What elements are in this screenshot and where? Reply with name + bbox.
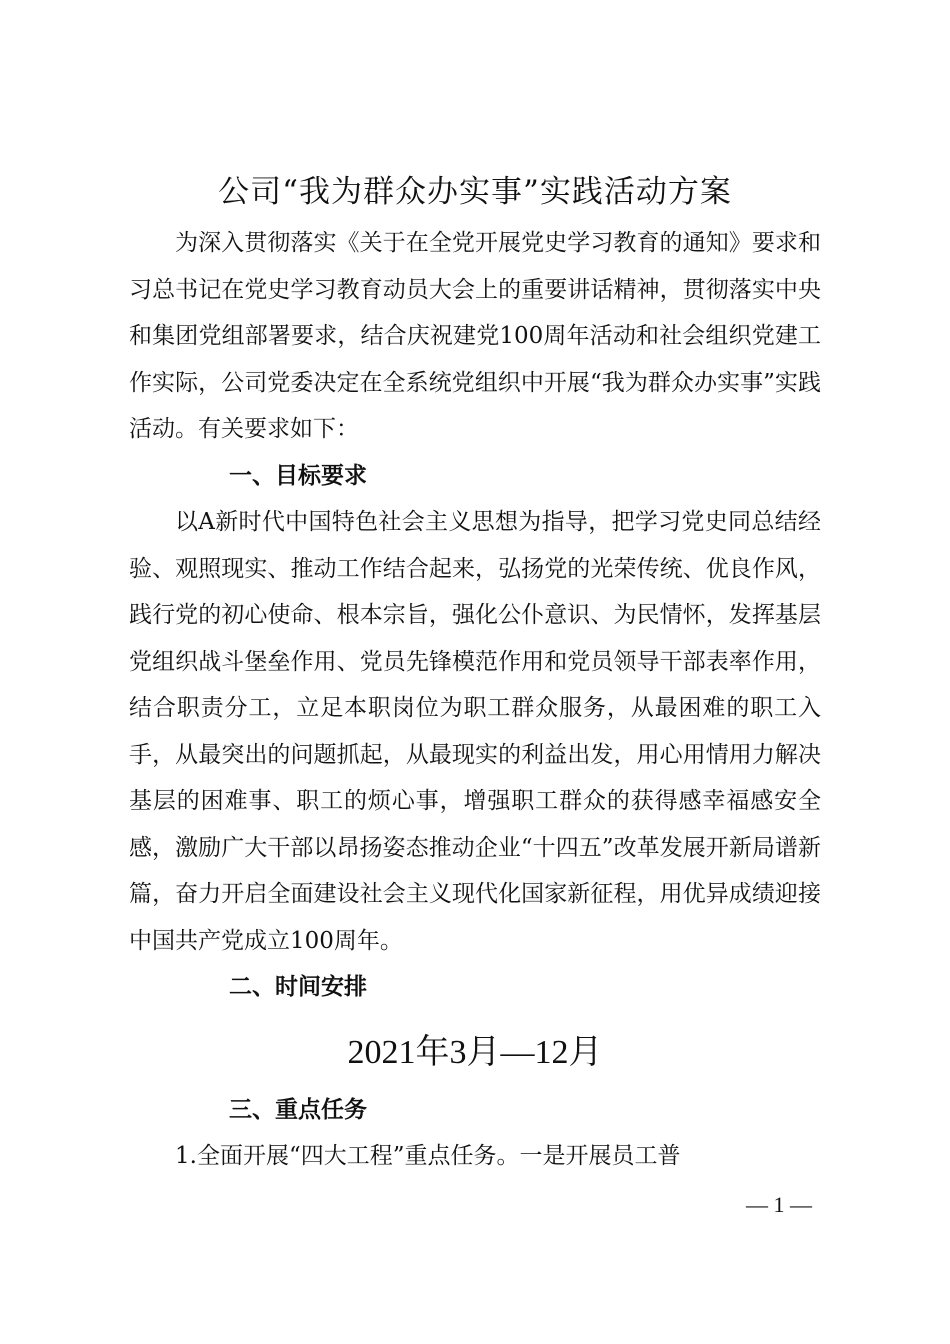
intro-paragraph: 为深入贯彻落实《关于在全党开展党史学习教育的通知》要求和习总书记在党史学习教育动员大会上的重要讲话精神，贯彻落实中央和集团党组部署要求，结合庆祝建党100周年活动和社会组织党建工作实际，公司党委决定在全系统党组织中开展“我为群众办实事”实践活动。有关要求如下： bbox=[129, 230, 821, 442]
section-heading-schedule: 二、时间安排 bbox=[229, 974, 367, 1000]
section-body-tasks: 1.全面开展“四大工程”重点任务。一是开展员工普 bbox=[175, 1143, 681, 1169]
document-title: 公司“我为群众办实事”实践活动方案 bbox=[218, 174, 732, 210]
section-heading-tasks: 三、重点任务 bbox=[229, 1096, 367, 1123]
schedule-period: 2021年3月—12月 bbox=[347, 1033, 603, 1071]
document-body bbox=[129, 220, 821, 1180]
section-body-goals: 以A新时代中国特色社会主义思想为指导，把学习党史同总结经验、观照现实、推动工作结合起来，弘扬党的光荣传统、优良作风，践行党的初心使命、根本宗旨，强化公仆意识、为民情怀，发挥基层党组织战斗堡垒作用、党员先锋模范作用和党员领导干部表率作用，结合职责分工，立足本职岗位为职工群众服务，从最困难的职工入手，从最突出的问题抓起，从最现实的利益出发，用心用情用力解决基层的困难事、职工的烦心事，增强职工群众的获得感幸福感安全感，激励广大干部以昂扬姿态推动企业“十四五”改革发展开新局谱新篇，奋力开启全面建设社会主义现代化国家新征程，用优异成绩迎接中国共产党成立100周年。 bbox=[129, 509, 821, 954]
section-heading-goals: 一、目标要求 bbox=[229, 462, 367, 489]
page-number: — 1 — bbox=[746, 1192, 812, 1217]
